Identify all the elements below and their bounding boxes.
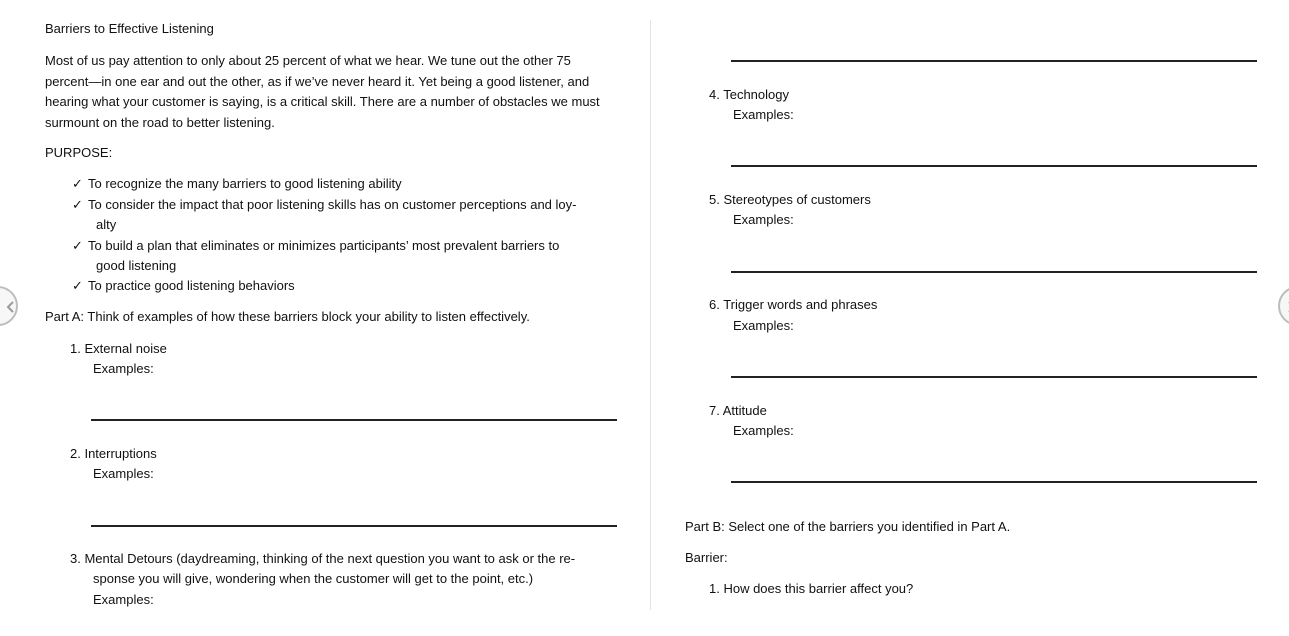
answer-line[interactable]: [731, 481, 1257, 483]
purpose-heading: PURPOSE:: [45, 145, 113, 160]
next-page-button[interactable]: [1278, 286, 1289, 326]
answer-line[interactable]: [91, 419, 617, 421]
part-a-instructions: Part A: Think of examples of how these barriers block your ability to listen effectively.: [45, 309, 530, 324]
previous-page-button[interactable]: [0, 286, 18, 326]
purpose-item: ✓ To practice good listening behaviors: [72, 278, 295, 293]
barrier-title-external-noise: 1. External noise: [70, 341, 167, 356]
answer-line[interactable]: [731, 60, 1257, 62]
chevron-left-icon: [4, 300, 18, 314]
barrier-title-trigger-words: 6. Trigger words and phrases: [709, 297, 878, 312]
document-title: Barriers to Effective Listening: [45, 21, 214, 36]
purpose-item-continuation: alty: [96, 217, 117, 232]
checkmark-icon: ✓: [72, 238, 83, 253]
barrier-label: Barrier:: [685, 550, 728, 565]
barrier-title-attitude: 7. Attitude: [709, 403, 767, 418]
examples-label: Examples:: [93, 466, 154, 481]
barrier-title-mental-detours: 3. Mental Detours (daydreaming, thinking of the next question you want to ask or the re-: [70, 551, 576, 566]
intro-paragraph: Most of us pay attention to only about 25 percent of what we hear. We tune out the other 75 percent—in one ear and out the other, as if we’ve never heard it. Yet being a good listener, and hearing what your customer is saying, is a critical skill. There are a number of obstacles we must surmount on the road to better listening.: [45, 53, 600, 130]
barrier-title-technology: 4. Technology: [709, 87, 789, 102]
examples-label: Examples:: [93, 361, 154, 376]
purpose-item: ✓ To recognize the many barriers to good listening ability: [72, 176, 402, 191]
examples-label: Examples:: [733, 107, 794, 122]
purpose-item: ✓ To consider the impact that poor listening skills has on customer perceptions and loy-: [72, 197, 577, 212]
part-b-instructions: Part B: Select one of the barriers you identified in Part A.: [685, 519, 1011, 534]
answer-line[interactable]: [731, 271, 1257, 273]
checkmark-icon: ✓: [72, 197, 83, 212]
barrier-title-interruptions: 2. Interruptions: [70, 446, 157, 461]
examples-label: Examples:: [733, 212, 794, 227]
checkmark-icon: ✓: [72, 278, 83, 293]
chevron-right-icon: [1284, 300, 1289, 314]
answer-line[interactable]: [731, 165, 1257, 167]
examples-label: Examples:: [733, 423, 794, 438]
purpose-item-continuation: good listening: [96, 258, 177, 273]
barrier-title-continuation: sponse you will give, wondering when the customer will get to the point, etc.): [93, 571, 534, 586]
checkmark-icon: ✓: [72, 176, 83, 191]
answer-line[interactable]: [731, 376, 1257, 378]
barrier-title-stereotypes: 5. Stereotypes of customers: [709, 192, 871, 207]
purpose-item: ✓ To build a plan that eliminates or minimizes participants’ most prevalent barriers to: [72, 238, 560, 253]
answer-line[interactable]: [91, 525, 617, 527]
page-divider: [650, 20, 651, 610]
examples-label: Examples:: [733, 318, 794, 333]
part-b-question-1: 1. How does this barrier affect you?: [709, 581, 914, 596]
examples-label: Examples:: [93, 592, 154, 607]
